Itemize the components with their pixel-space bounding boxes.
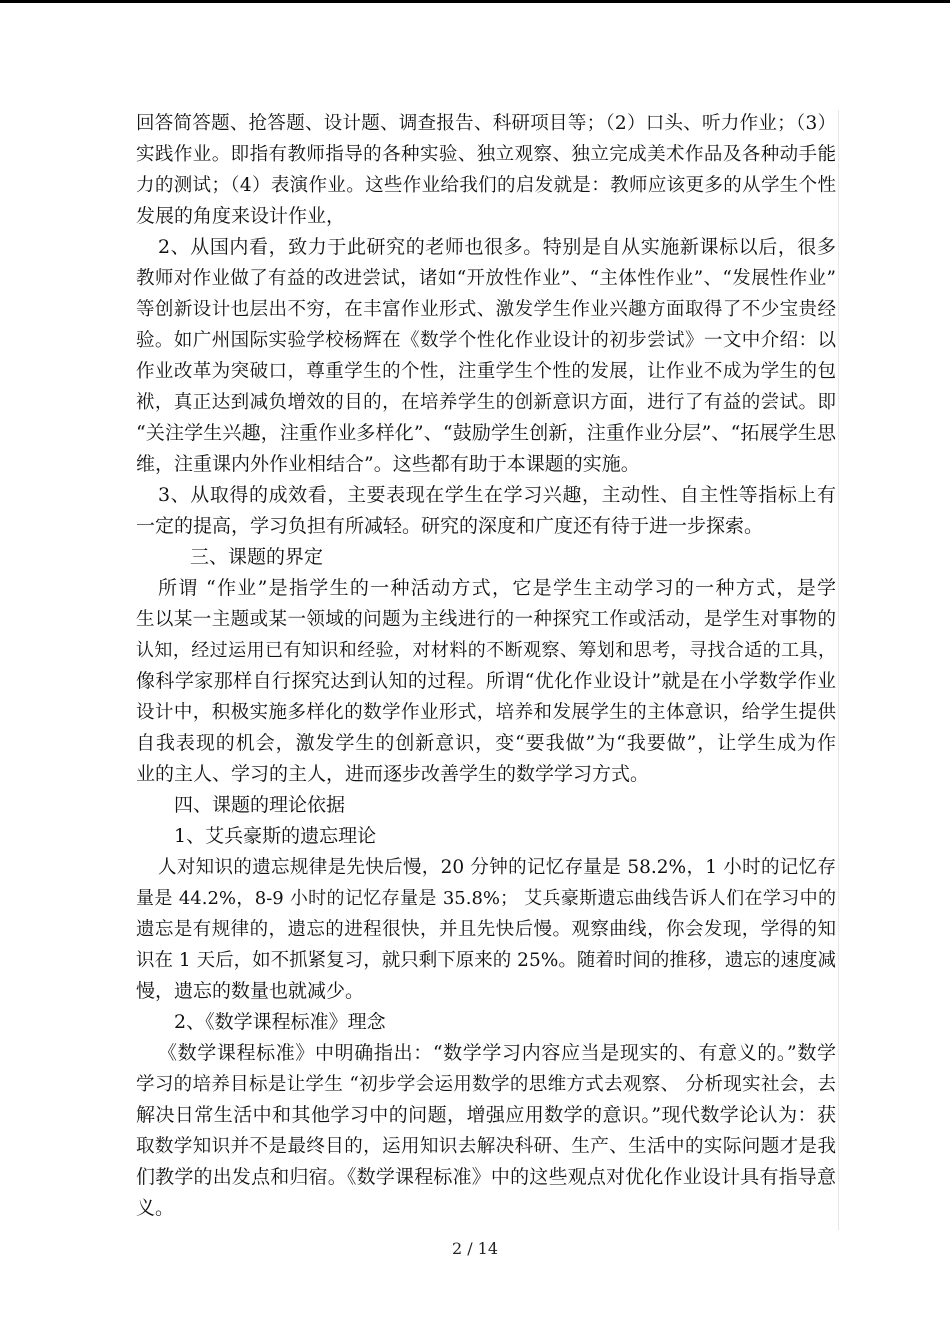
text-line: 四、课题的理论依据 <box>174 794 346 816</box>
text-line: 作业改革为突破口，尊重学生的个性，注重学生个性的发展，让作业不成为学生的包 <box>136 361 836 382</box>
body-text <box>136 108 836 1224</box>
text-line: 自我表现的机会，激发学生的创新意识，变“要我做”为“我要做”，让学生成为作 <box>136 732 836 754</box>
text-line: 等创新设计也层出不穷，在丰富作业形式、激发学生作业兴趣方面取得了不少宝贵经 <box>136 299 836 320</box>
text-line: 取数学知识并不是最终目的，运用知识去解决科研、生产、生活中的实际问题才是我 <box>136 1136 836 1157</box>
text-line: 1、艾兵豪斯的遗忘理论 <box>174 825 377 847</box>
text-line: 实践作业。即指有教师指导的各种实验、独立观察、独立完成美术作品及各种动手能 <box>136 144 836 165</box>
text-line: 慢，遗忘的数量也就减少。 <box>136 980 365 1002</box>
text-line: 维，注重课内外作业相结合”。这些都有助于本课题的实施。 <box>136 453 640 475</box>
text-line: 设计中，积极实施多样化的数学作业形式，培养和发展学生的主体意识，给学生提供 <box>136 702 836 723</box>
text-line: 们教学的出发点和归宿。《数学课程标准》中的这些观点对优化作业设计具有指导意 <box>136 1166 836 1188</box>
text-line: 回答简答题、抢答题、设计题、调查报告、科研项目等；（2）口头、听力作业；（3） <box>136 113 836 134</box>
text-line: 认知，经过运用已有知识和经验，对材料的不断观察、筹划和思考，寻找合适的工具， <box>136 640 836 661</box>
text-line: 2、《数学课程标准》理念 <box>174 1011 386 1033</box>
text-line: 教师对作业做了有益的改进尝试，诸如“开放性作业”、“主体性作业”、“发展性作业” <box>136 268 836 289</box>
text-line: 一定的提高，学习负担有所减轻。研究的深度和广度还有待于进一步探索。 <box>136 515 764 537</box>
text-line: 人对知识的遗忘规律是先快后慢，20 分钟的记忆存量是 58.2%，1 小时的记忆存 <box>158 857 836 878</box>
text-line: 力的测试；（4）表演作业。这些作业给我们的启发就是：教师应该更多的从学生个性 <box>136 175 836 196</box>
margin-line <box>838 110 839 1230</box>
text-line: 解决日常生活中和其他学习中的问题，增强应用数学的意识。”现代数学论认为：获 <box>136 1104 836 1126</box>
text-line: 验。如广州国际实验学校杨辉在《数学个性化作业设计的初步尝试》一文中介绍：以 <box>136 330 836 351</box>
text-line: 2、从国内看，致力于此研究的老师也很多。特别是自从实施新课标以后，很多 <box>158 236 836 258</box>
top-border <box>0 0 950 3</box>
text-line: 生以某一主题或某一领域的问题为主线进行的一种探究工作或活动，是学生对事物的 <box>136 609 836 630</box>
text-line: 《数学课程标准》中明确指出：“数学学习内容应当是现实的、有意义的。”数学 <box>158 1042 836 1064</box>
text-line: 发展的角度来设计作业， <box>136 205 346 227</box>
text-line: 三、课题的界定 <box>190 546 324 568</box>
text-line: 袱，真正达到减负增效的目的，在培养学生的创新意识方面，进行了有益的尝试。即 <box>136 392 836 413</box>
text-line: 所谓 “作业”是指学生的一种活动方式，它是学生主动学习的一种方式，是学 <box>158 577 836 599</box>
text-line: 量是 44.2%，8-9 小时的记忆存量是 35.8%； 艾兵豪斯遗忘曲线告诉人们在学习中的 <box>136 888 836 909</box>
text-line: 义。 <box>136 1197 175 1219</box>
text-line: 学习的培养目标是让学生 “初步学会运用数学的思维方式去观察、 分析现实社会，去 <box>136 1074 836 1095</box>
text-line: 3、从取得的成效看，主要表现在学生在学习兴趣，主动性、自主性等指标上有 <box>158 484 836 506</box>
text-line: 遗忘是有规律的，遗忘的进程很快，并且先快后慢。观察曲线，你会发现，学得的知 <box>136 919 836 940</box>
text-line: “关注学生兴趣，注重作业多样化”、“鼓励学生创新，注重作业分层”、“拓展学生思 <box>136 422 836 444</box>
text-line: 像科学家那样自行探究达到认知的过程。所谓“优化作业设计”就是在小学数学作业 <box>136 670 836 692</box>
text-line: 业的主人、学习的主人，进而逐步改善学生的数学学习方式。 <box>136 763 650 785</box>
page-number: 2 / 14 <box>451 1239 499 1258</box>
text-line: 识在 1 天后，如不抓紧复习，就只剩下原来的 25%。随着时间的推移，遗忘的速度减 <box>136 950 836 971</box>
